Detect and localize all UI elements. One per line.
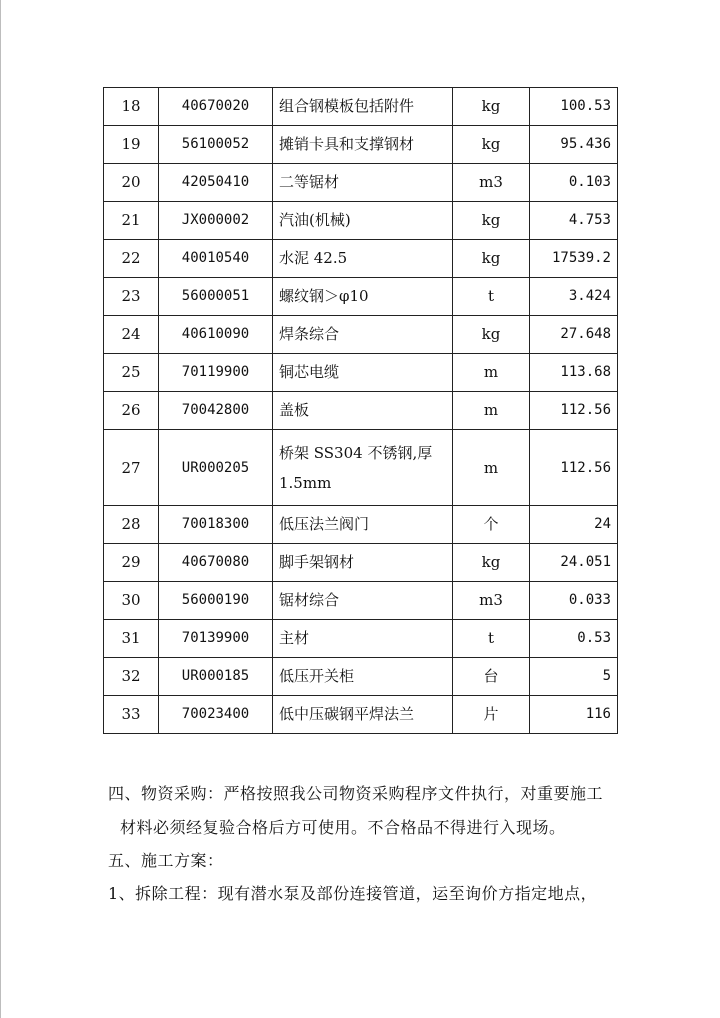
unit-cell: m bbox=[453, 430, 530, 506]
quantity-cell: 113.68 bbox=[530, 354, 618, 392]
page-edge bbox=[0, 0, 1, 1018]
material-name-cell: 低中压碳钢平焊法兰 bbox=[273, 696, 453, 734]
row-number-cell: 23 bbox=[104, 278, 159, 316]
table-row bbox=[104, 620, 618, 658]
row-number-cell: 18 bbox=[104, 88, 159, 126]
material-name-cell: 摊销卡具和支撑钢材 bbox=[273, 126, 453, 164]
row-number-cell: 30 bbox=[104, 582, 159, 620]
material-name-cell: 主材 bbox=[273, 620, 453, 658]
procurement-paragraph-line-1: 四、物资采购：严格按照我公司物资采购程序文件执行，对重要施工 bbox=[108, 784, 604, 803]
material-code-cell: UR000205 bbox=[159, 430, 273, 506]
quantity-cell: 4.753 bbox=[530, 202, 618, 240]
material-code-cell: 70139900 bbox=[159, 620, 273, 658]
table-row bbox=[104, 354, 618, 392]
table-row bbox=[104, 88, 618, 126]
table-row bbox=[104, 126, 618, 164]
table-row bbox=[104, 696, 618, 734]
unit-cell: 台 bbox=[453, 658, 530, 696]
quantity-cell: 0.53 bbox=[530, 620, 618, 658]
row-number-cell: 26 bbox=[104, 392, 159, 430]
procurement-paragraph-line-2: 材料必须经复验合格后方可使用。不合格品不得进行入现场。 bbox=[120, 818, 566, 837]
material-name-cell: 铜芯电缆 bbox=[273, 354, 453, 392]
material-code-cell: 70023400 bbox=[159, 696, 273, 734]
material-code-cell: UR000185 bbox=[159, 658, 273, 696]
material-name-cell: 低压法兰阀门 bbox=[273, 506, 453, 544]
quantity-cell: 95.436 bbox=[530, 126, 618, 164]
material-name-cell: 螺纹钢＞φ10 bbox=[273, 278, 453, 316]
table-row bbox=[104, 164, 618, 202]
material-name-cell: 二等锯材 bbox=[273, 164, 453, 202]
quantity-cell: 5 bbox=[530, 658, 618, 696]
unit-cell: t bbox=[453, 278, 530, 316]
row-number-cell: 25 bbox=[104, 354, 159, 392]
row-number-cell: 20 bbox=[104, 164, 159, 202]
unit-cell: kg bbox=[453, 88, 530, 126]
materials-table-body bbox=[104, 88, 618, 734]
material-code-cell: 40670020 bbox=[159, 88, 273, 126]
section-5-heading: 五、施工方案： bbox=[108, 851, 224, 870]
material-name-cell: 水泥 42.5 bbox=[273, 240, 453, 278]
material-code-cell: 56100052 bbox=[159, 126, 273, 164]
material-code-cell: 40010540 bbox=[159, 240, 273, 278]
unit-cell: kg bbox=[453, 126, 530, 164]
table-row bbox=[104, 582, 618, 620]
row-number-cell: 33 bbox=[104, 696, 159, 734]
row-number-cell: 28 bbox=[104, 506, 159, 544]
row-number-cell: 31 bbox=[104, 620, 159, 658]
material-code-cell: 70018300 bbox=[159, 506, 273, 544]
material-name-cell: 盖板 bbox=[273, 392, 453, 430]
quantity-cell: 24 bbox=[530, 506, 618, 544]
table-row bbox=[104, 278, 618, 316]
unit-cell: 片 bbox=[453, 696, 530, 734]
quantity-cell: 116 bbox=[530, 696, 618, 734]
demolition-paragraph-line: 1、拆除工程：现有潜水泵及部份连接管道，运至询价方指定地点， bbox=[108, 884, 598, 903]
unit-cell: m3 bbox=[453, 582, 530, 620]
unit-cell: kg bbox=[453, 316, 530, 354]
materials-table bbox=[103, 87, 618, 734]
table-row bbox=[104, 658, 618, 696]
row-number-cell: 22 bbox=[104, 240, 159, 278]
table-row bbox=[104, 202, 618, 240]
quantity-cell: 0.033 bbox=[530, 582, 618, 620]
material-code-cell: JX000002 bbox=[159, 202, 273, 240]
material-code-cell: 70119900 bbox=[159, 354, 273, 392]
quantity-cell: 112.56 bbox=[530, 430, 618, 506]
quantity-cell: 112.56 bbox=[530, 392, 618, 430]
row-number-cell: 19 bbox=[104, 126, 159, 164]
unit-cell: m bbox=[453, 392, 530, 430]
material-name-cell: 锯材综合 bbox=[273, 582, 453, 620]
table-row bbox=[104, 506, 618, 544]
table-row bbox=[104, 392, 618, 430]
quantity-cell: 17539.2 bbox=[530, 240, 618, 278]
material-name-cell: 焊条综合 bbox=[273, 316, 453, 354]
row-number-cell: 29 bbox=[104, 544, 159, 582]
table-row bbox=[104, 240, 618, 278]
material-code-cell: 40670080 bbox=[159, 544, 273, 582]
quantity-cell: 24.051 bbox=[530, 544, 618, 582]
material-name-cell: 桥架 SS304 不锈钢,厚 1.5mm bbox=[273, 430, 453, 506]
unit-cell: 个 bbox=[453, 506, 530, 544]
material-name-cell: 低压开关柜 bbox=[273, 658, 453, 696]
material-name-cell: 脚手架钢材 bbox=[273, 544, 453, 582]
material-code-cell: 56000051 bbox=[159, 278, 273, 316]
row-number-cell: 21 bbox=[104, 202, 159, 240]
row-number-cell: 32 bbox=[104, 658, 159, 696]
row-number-cell: 24 bbox=[104, 316, 159, 354]
quantity-cell: 3.424 bbox=[530, 278, 618, 316]
row-number-cell: 27 bbox=[104, 430, 159, 506]
quantity-cell: 100.53 bbox=[530, 88, 618, 126]
material-code-cell: 40610090 bbox=[159, 316, 273, 354]
unit-cell: m3 bbox=[453, 164, 530, 202]
material-name-cell: 组合钢模板包括附件 bbox=[273, 88, 453, 126]
unit-cell: m bbox=[453, 354, 530, 392]
table-row bbox=[104, 316, 618, 354]
unit-cell: kg bbox=[453, 240, 530, 278]
material-code-cell: 42050410 bbox=[159, 164, 273, 202]
unit-cell: t bbox=[453, 620, 530, 658]
material-code-cell: 56000190 bbox=[159, 582, 273, 620]
quantity-cell: 0.103 bbox=[530, 164, 618, 202]
unit-cell: kg bbox=[453, 202, 530, 240]
unit-cell: kg bbox=[453, 544, 530, 582]
quantity-cell: 27.648 bbox=[530, 316, 618, 354]
table-row bbox=[104, 430, 618, 506]
material-code-cell: 70042800 bbox=[159, 392, 273, 430]
material-name-cell: 汽油(机械) bbox=[273, 202, 453, 240]
table-row bbox=[104, 544, 618, 582]
